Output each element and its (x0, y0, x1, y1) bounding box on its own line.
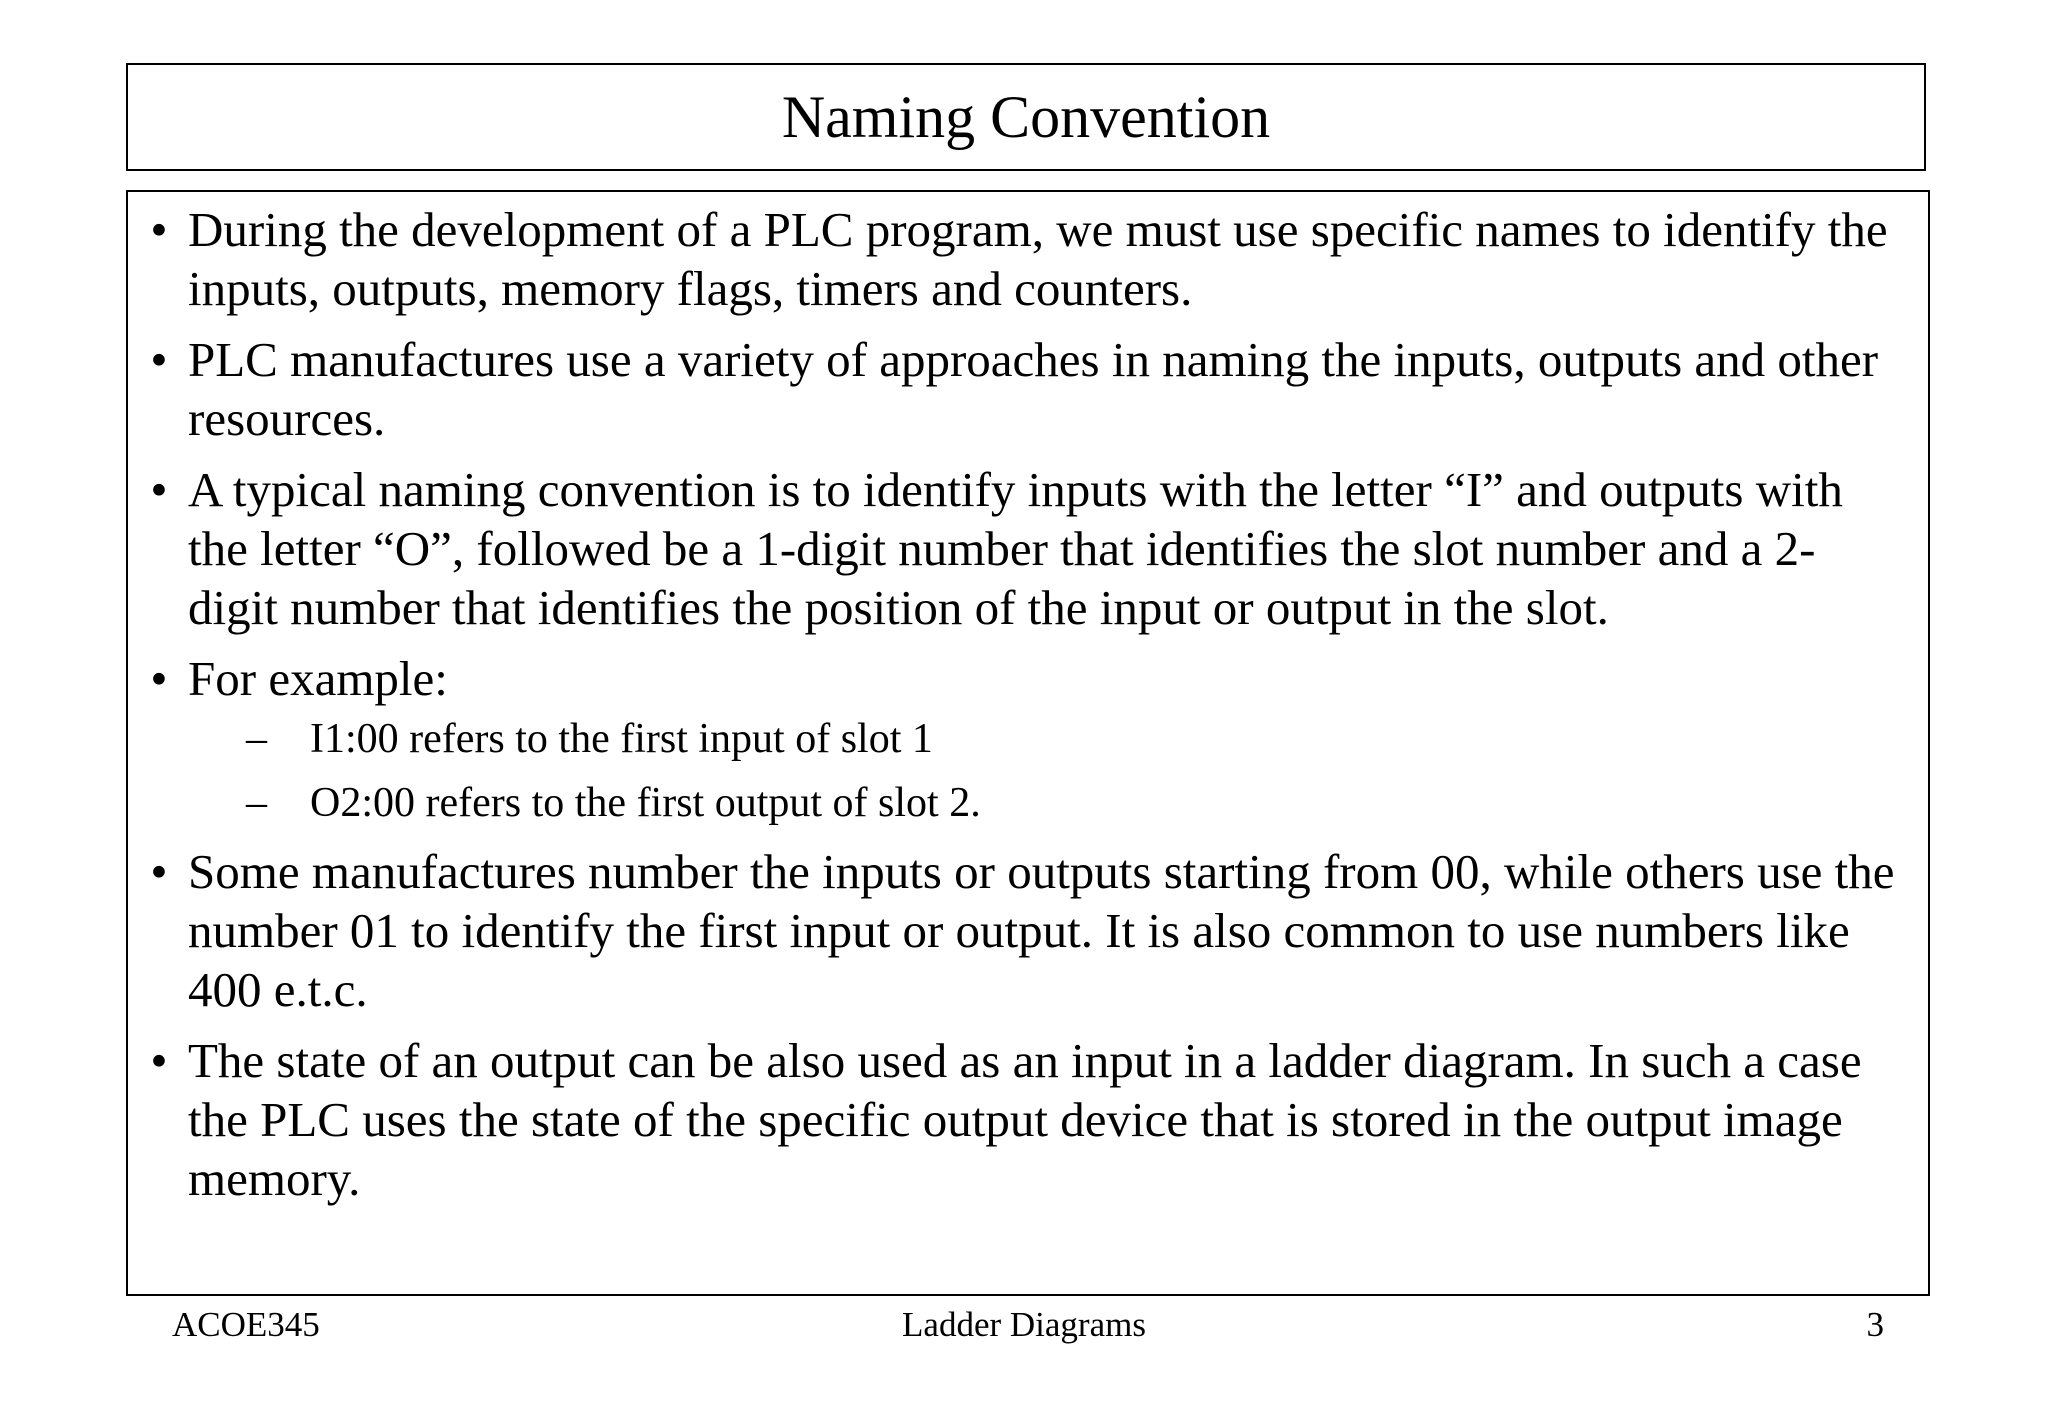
footer-course: ACOE345 (172, 1305, 320, 1344)
bullet-item (144, 649, 1900, 828)
bullet-item (144, 460, 1900, 637)
bullet-text: A typical naming convention is to identify inputs with the letter “I” and outputs with the letter “O”, followed be a 1-digit number that identifies the slot number and a 2-digit number that identifies the position of the input or output in the slot. (188, 462, 1843, 635)
bullet-text: The state of an output can be also used as an input in a ladder diagram. In such a case the PLC uses the state of the specific output device that is stored in the output image memory. (188, 1033, 1862, 1206)
footer-topic: Ladder Diagrams (902, 1305, 1146, 1344)
sub-bullet-text: O2:00 refers to the first output of slot 2. (310, 780, 981, 826)
bullet-text: PLC manufactures use a variety of approaches in naming the inputs, outputs and other resources. (188, 332, 1879, 446)
bullet-text: During the development of a PLC program, we must use specific names to identify the inputs, outputs, memory flags, timers and counters. (188, 202, 1888, 316)
title-box (126, 63, 1926, 171)
bullet-item (144, 330, 1900, 448)
bullet-icon: • (150, 332, 168, 387)
footer-page-number: 3 (1866, 1305, 1884, 1344)
bullet-icon: • (150, 462, 168, 517)
bullet-text: Some manufactures number the inputs or outputs starting from 00, while others use the number 01 to identify the first input or output. It is also common to use numbers like 400 e.t.c. (188, 844, 1895, 1017)
sub-bullet-item (188, 714, 1900, 764)
bullet-icon: • (150, 202, 168, 257)
dash-icon: – (246, 716, 267, 762)
bullet-text: For example: (188, 651, 448, 706)
sub-bullet-item (188, 778, 1900, 828)
sub-bullet-list (188, 714, 1900, 828)
bullet-icon: • (150, 1033, 168, 1088)
sub-bullet-text: I1:00 refers to the first input of slot 1 (310, 716, 933, 762)
bullet-item (144, 842, 1900, 1019)
bullet-list (144, 200, 1900, 1208)
dash-icon: – (246, 780, 267, 826)
bullet-icon: • (150, 844, 168, 899)
bullet-icon: • (150, 651, 168, 706)
bullet-item (144, 200, 1900, 318)
content-box (126, 190, 1930, 1296)
bullet-item (144, 1031, 1900, 1208)
slide-title: Naming Convention (781, 84, 1271, 150)
